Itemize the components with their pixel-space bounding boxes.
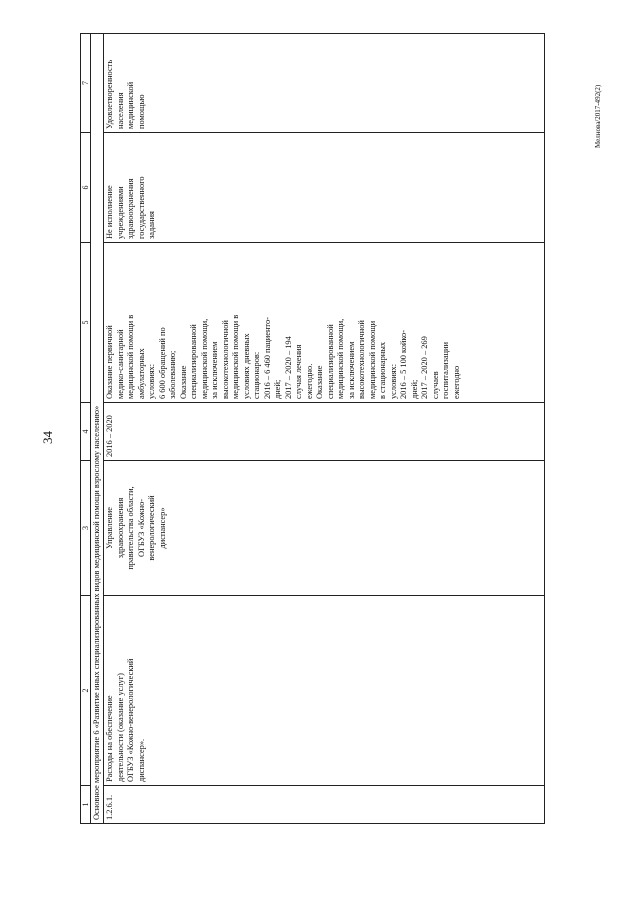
column-number: 1 — [81, 786, 91, 824]
column-number: 7 — [81, 34, 91, 133]
section-title: Основное мероприятие 6 «Развитие иных специализированных видов медицинской помощи взрослому населению» — [91, 34, 104, 824]
executor: Управление здравоохранения правительства области, ОГБУЗ «Кожно- венерологический диспансер» — [104, 461, 545, 596]
table-row — [104, 34, 545, 824]
document-code: Мелнова/2017-492(2) — [594, 84, 602, 148]
column-number: 6 — [81, 133, 91, 243]
column-number: 3 — [81, 461, 91, 596]
page-number: 34 — [40, 431, 55, 444]
expected-result: Оказание первичной медико-санитарной медицинской помощи в амбулаторных условиях: 6 600 обращений по заболеванию; Оказание специализированной медицинской помощи, за исключением высокотехнологичной медицинской помощи в условиях дневных стационаров: 2016 – 6 460 пациенто- дней; 2017 – 2020 – 194 случая лечения ежегодно. Оказание специализированной медицинской помощи, за исключением высокотехнологичной медицинской помощи в стационарных условиях: 2016 – 5 100 койко- дней; 2017 – 2020 – 269 случаев госпитализации ежегодно — [104, 243, 545, 403]
non-fulfillment-consequences: Не исполнение учреждениями здравоохранения государственного задания — [104, 133, 545, 243]
measures-table — [80, 34, 562, 824]
measure-name: Расходы на обеспечение деятельности (оказание услуг) ОГБУЗ «Кожно-венерологический диспансер». — [104, 596, 545, 786]
period: 2016 – 2020 — [104, 403, 545, 461]
column-number: 5 — [81, 243, 91, 403]
section-row — [91, 34, 104, 824]
linked-indicator: Удовлетворенность населения медицинской помощью — [104, 34, 545, 133]
column-number: 4 — [81, 403, 91, 461]
column-number-row — [81, 34, 91, 824]
column-number: 2 — [81, 596, 91, 786]
row-number: 1.2.6.1. — [104, 786, 545, 824]
